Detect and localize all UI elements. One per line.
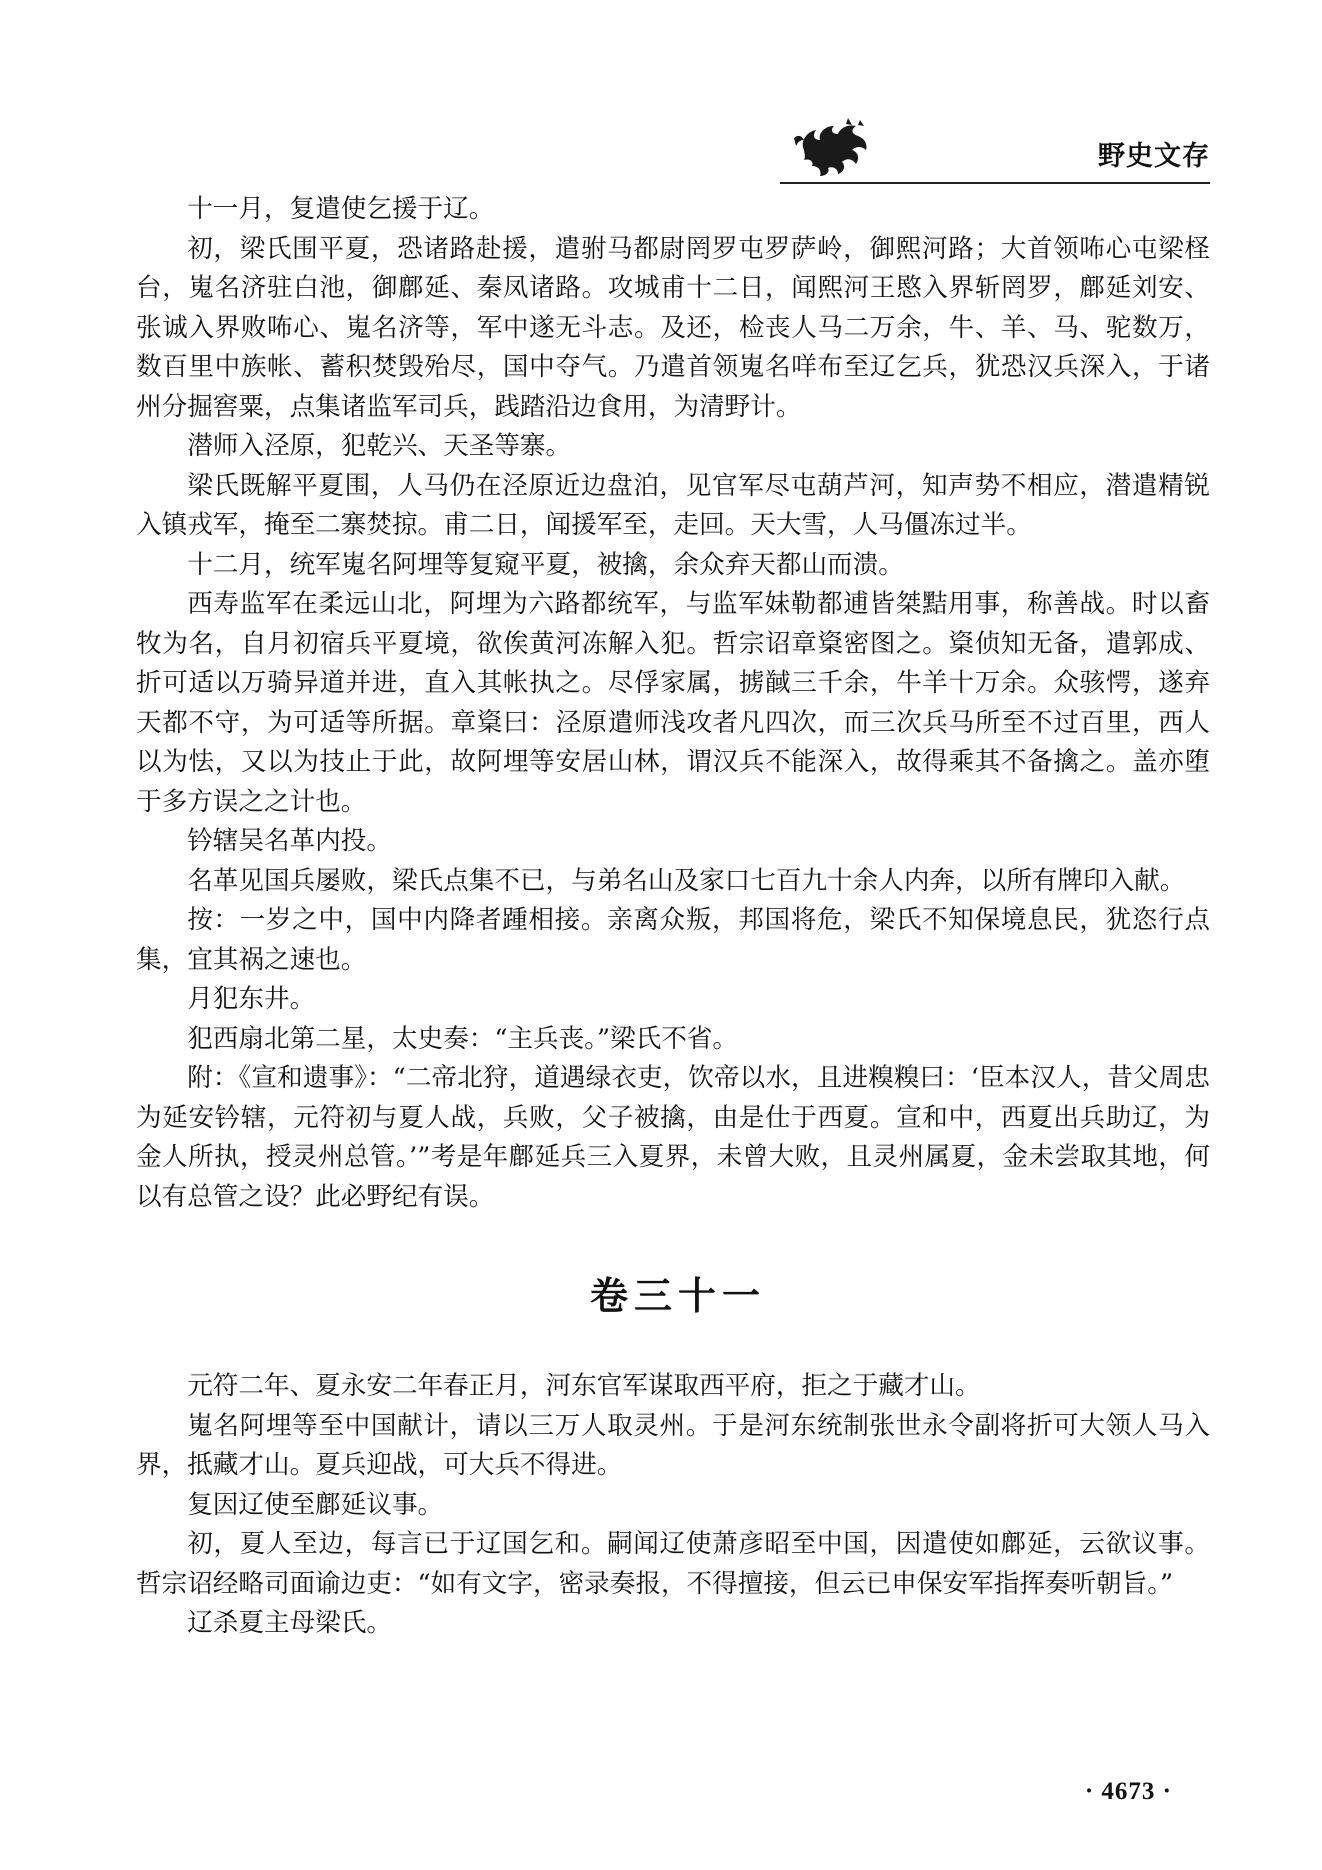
paragraph: 十一月，复遣使乞援于辽。	[187, 194, 495, 224]
paragraph: 初，夏人至边，每言已于辽国乞和。嗣闻辽使萧彦昭至中国，因遣使如鄜延，云欲议事。哲宗诏经略司面谕边吏：“如有文字，密录奏报，不得擅接，但云已申保安军指挥奏听朝旨。”	[136, 1529, 1210, 1599]
paragraph: 十二月，统军嵬名阿埋等复窥平夏，被擒，余众弃天都山而溃。	[187, 549, 904, 580]
header-title: 野史文存	[1098, 141, 1210, 172]
paragraph: 梁氏既解平夏围，人马仍在泾原近边盘泊，见官军尽屯葫芦河，知声势不相应，潜遣精锐入镇戎军，掩至二寨焚掠。甫二日，闻援军至，走回。天大雪，人马僵冻过半。	[136, 470, 1210, 540]
paragraph: 初，梁氏围平夏，恐诸路赴援，遣驸马都尉罔罗屯罗萨岭，御熙河路；大首领咘心屯梁柽台，嵬名济驻白池，御鄜延、秦凤诸路。攻城甫十二日，闻熙河王愍入界斩罔罗，鄜延刘安、张诚入界败咘心、嵬名济等，军中遂无斗志。及还，检丧人马二万余，牛、羊、马、驼数万，数百里中族帐、蓄积焚毁殆尽，国中夺气。乃遣首领嵬名咩布至辽乞兵，犹恐汉兵深入，于诸州分掘窖粟，点集诸监军司兵，践踏沿边食用，为清野计。	[136, 233, 1210, 422]
paragraph: 犯西扇北第二星，太史奏：“主兵丧。”梁氏不省。	[187, 1023, 739, 1054]
chapter-heading	[136, 1217, 1210, 1367]
chapter-title: 卷三十一	[589, 1273, 766, 1318]
paragraph: 潜师入泾原，犯乾兴、天圣等寨。	[187, 431, 572, 461]
paragraph: 元符二年、夏永安二年春正月，河东官军谋取西平府，拒之于藏才山。	[187, 1371, 981, 1401]
paragraph: 月犯东井。	[187, 984, 316, 1014]
dragon-icon	[790, 116, 872, 178]
header-rule	[780, 182, 1210, 184]
paragraph: 西寿监军在柔远山北，阿埋为六路都统军，与监军妹勒都逋皆桀黠用事，称善战。时以畜牧为名，自月初宿兵平夏境，欲俟黄河冻解入犯。哲宗诏章楶密图之。楶侦知无备，遣郭成、折可适以万骑异道并进，直入其帐执之。尽俘家属，掳馘三千余，牛羊十万余。众骇愕，遂弃天都不守，为可适等所据。章楶曰：泾原遣师浅攻者凡四次，而三次兵马所至不过百里，西人以为怯，又以为技止于此，故阿埋等安居山林，谓汉兵不能深入，故得乘其不备擒之。盖亦堕于多方误之之计也。	[136, 589, 1210, 817]
paragraph: 嵬名阿埋等至中国献计，请以三万人取灵州。于是河东统制张世永令副将折可大领人马入界，抵藏才山。夏兵迎战，可大兵不得进。	[136, 1410, 1210, 1480]
paragraph: 辽杀夏主母梁氏。	[187, 1608, 392, 1638]
paragraph: 附：《宣和遗事》：“二帝北狩，道遇绿衣吏，饮帝以水，且进糗糗曰：‘臣本汉人，昔父周忠为延安钤辖，元符初与夏人战，兵败，父子被擒，由是仕于西夏。宣和中，西夏出兵助辽，为金人所执，授灵州总管。’”考是年鄜延兵三入夏界，未曾大败，且灵州属夏，金未尝取其地，何以有总管之设？此必野纪有误。	[136, 1063, 1210, 1212]
paragraph: 按：一岁之中，国中内降者踵相接。亲离众叛，邦国将危，梁氏不知保境息民，犹恣行点集，宜其祸之速也。	[136, 905, 1210, 975]
running-header	[780, 112, 1210, 184]
paragraph: 钤辖吴名革内投。	[187, 826, 392, 856]
paragraph: 名革见国兵屡败，梁氏点集不已，与弟名山及家口七百九十余人内奔，以所有牌印入献。	[187, 865, 1186, 896]
page-number: · 4673 ·	[1084, 1778, 1172, 1805]
paragraph: 复因辽使至鄜延议事。	[187, 1489, 444, 1520]
page-body	[136, 190, 1210, 1644]
